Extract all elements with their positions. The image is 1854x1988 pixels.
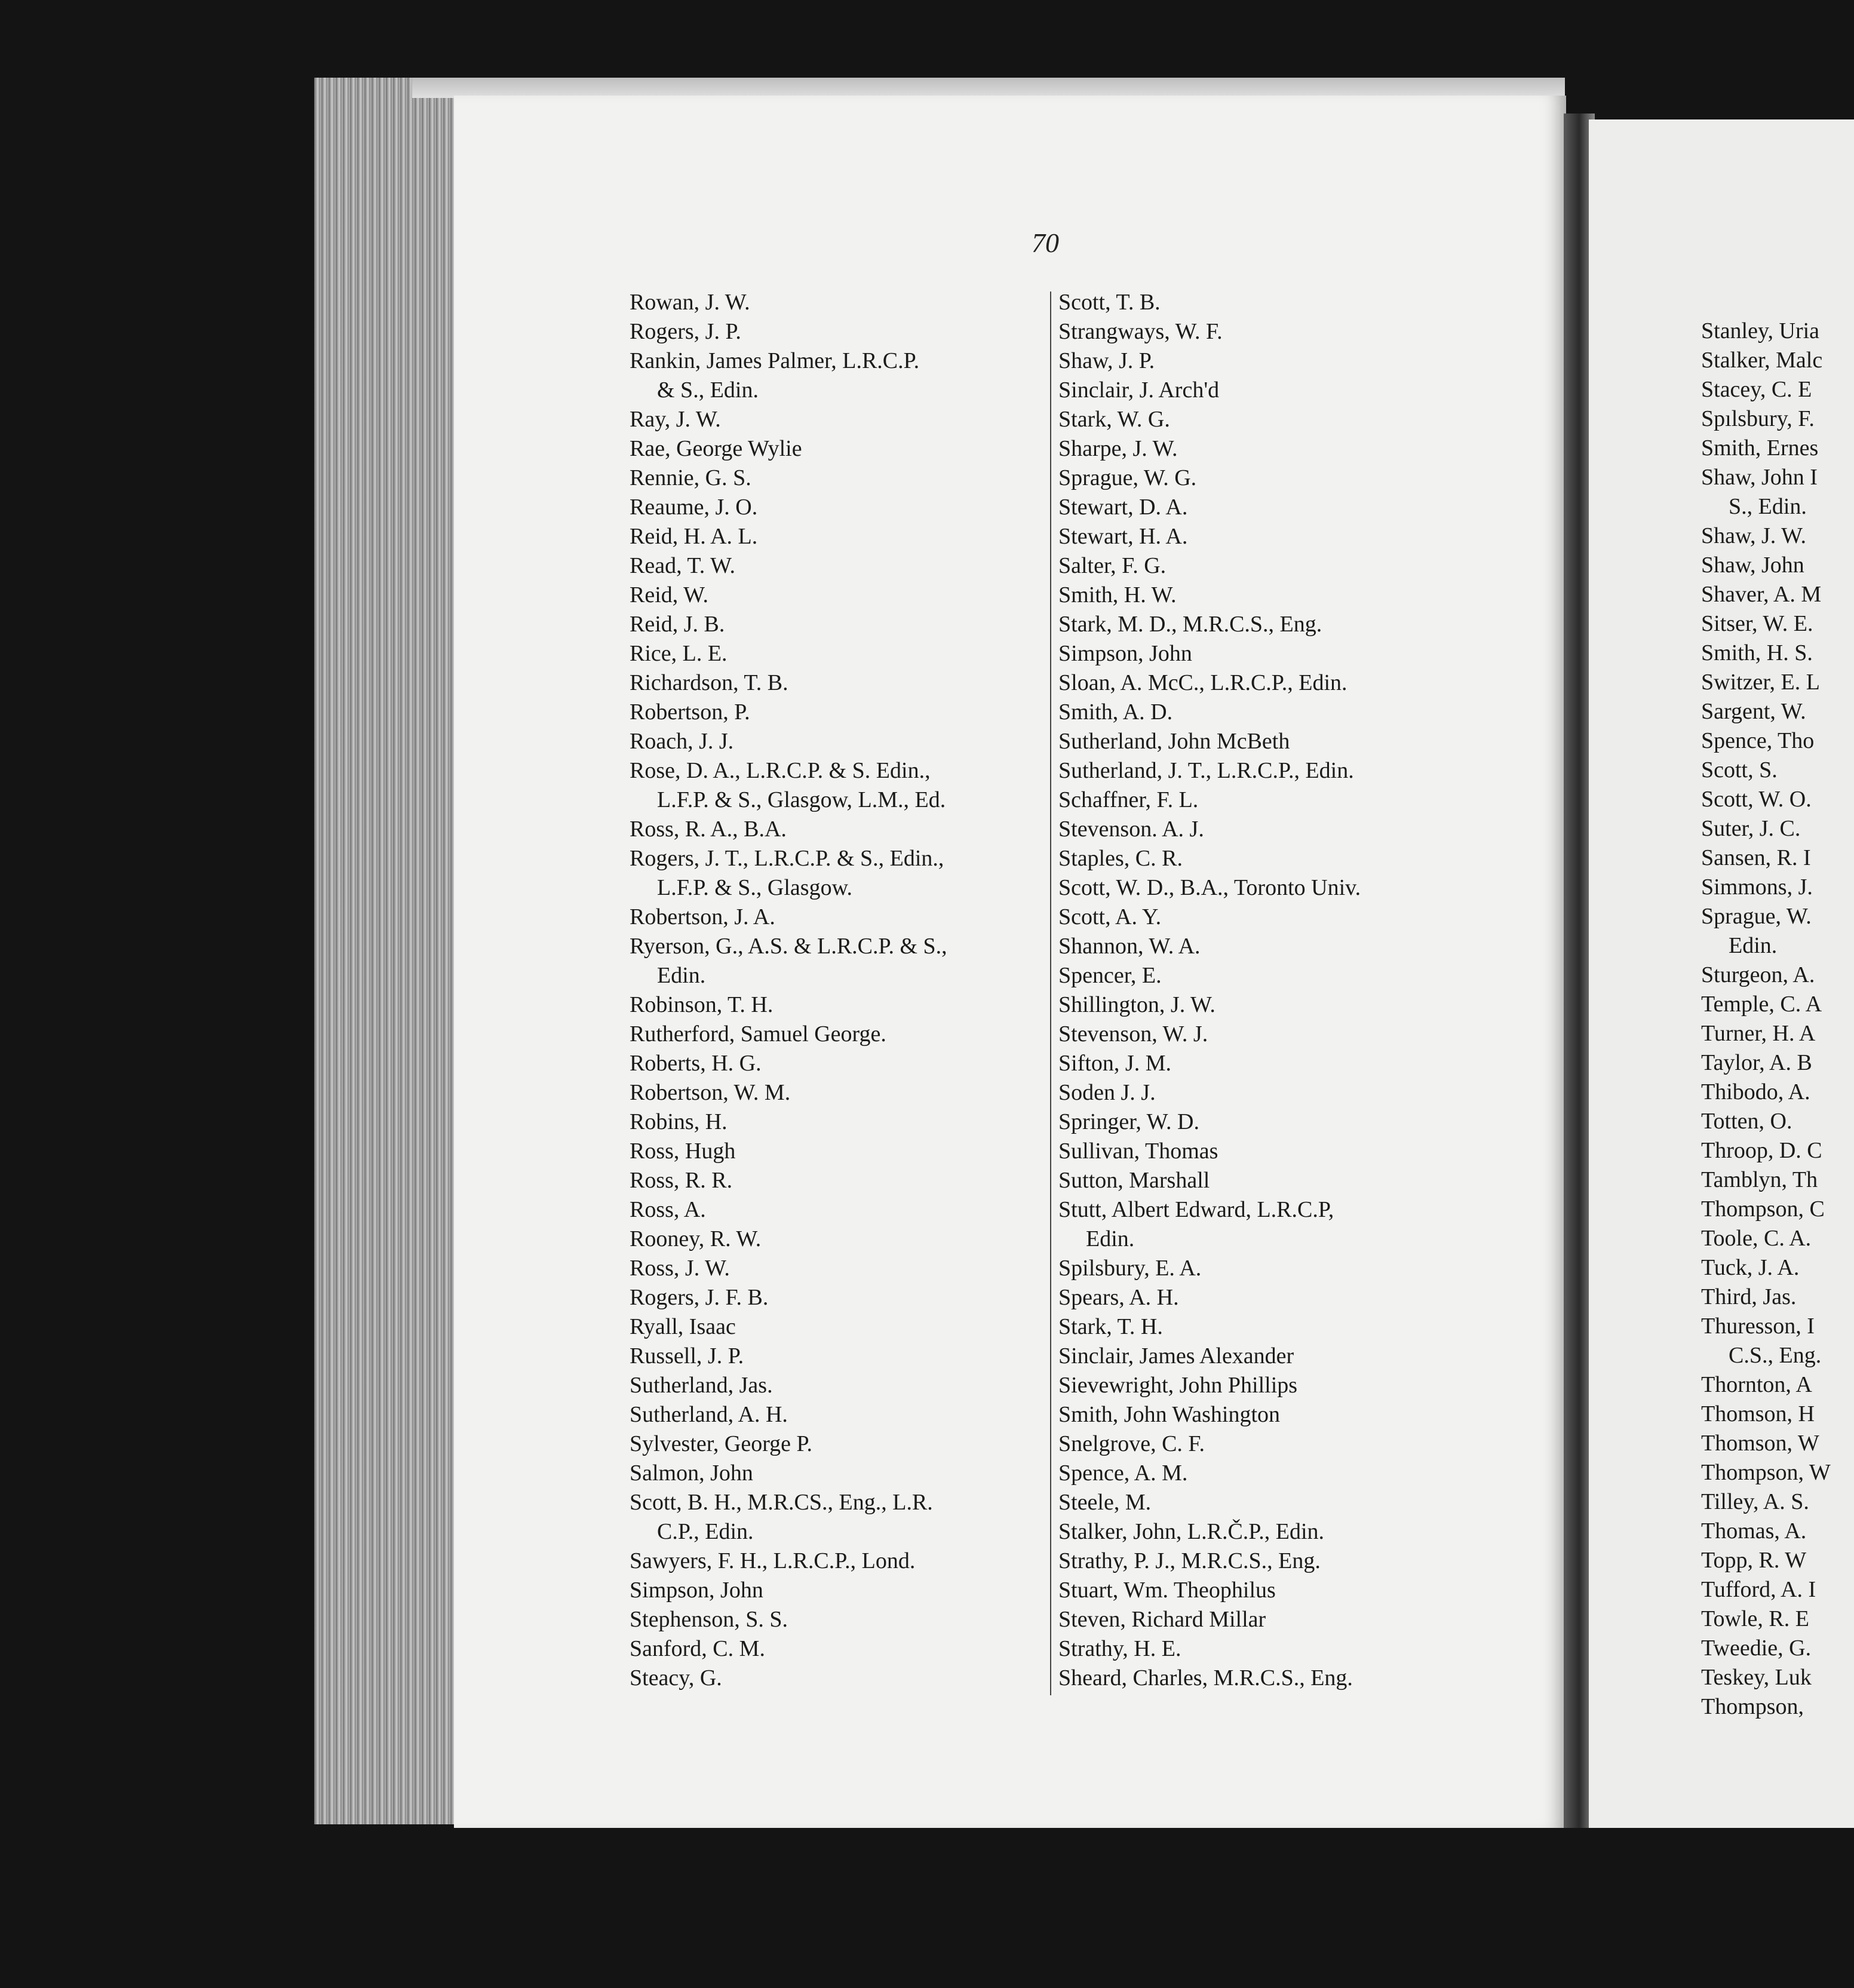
- entry-name: Ross, R. R.: [630, 1168, 733, 1193]
- directory-entry: [630, 1049, 1048, 1078]
- entry-name: Shillington, J. W.: [1058, 992, 1215, 1017]
- entry-name: Toole, C. A.: [1701, 1226, 1812, 1251]
- entry-name: Robertson, J. A.: [630, 904, 775, 929]
- entry-name: Ross, A.: [630, 1197, 706, 1222]
- directory-entry: [630, 727, 1048, 756]
- entry-name: Sutherland, Jas.: [630, 1373, 773, 1398]
- directory-entry: [630, 522, 1048, 551]
- directory-entry: [1058, 551, 1512, 581]
- directory-entry: [630, 698, 1048, 727]
- name-column-middle: [1058, 288, 1512, 1693]
- entry-name: Spilsbury, E. A.: [1058, 1256, 1202, 1281]
- directory-entry: [1701, 1078, 1854, 1107]
- directory-entry: [630, 815, 1048, 844]
- entry-name: Sutton, Marshall: [1058, 1168, 1210, 1193]
- entry-name: Simmons, J.: [1701, 875, 1813, 900]
- entry-name: Smith, H. W.: [1058, 582, 1177, 608]
- directory-entry: [1701, 1429, 1854, 1458]
- entry-name: Rogers, J. F. B.: [630, 1285, 769, 1310]
- directory-entry: [1701, 814, 1854, 843]
- directory-entry: [630, 1576, 1048, 1605]
- directory-entry: [630, 551, 1048, 581]
- entry-name: Spence, A. M.: [1058, 1461, 1188, 1486]
- entry-name: Throop, D. C: [1701, 1138, 1822, 1163]
- entry-name: Sutherland, John McBeth: [1058, 729, 1290, 754]
- entry-name: Sawyers, F. H., L.R.C.P., Lond.: [630, 1548, 916, 1573]
- directory-entry: [630, 610, 1048, 639]
- directory-entry: [1058, 844, 1512, 873]
- entry-name: Scott, T. B.: [1058, 290, 1161, 315]
- directory-entry: [630, 639, 1048, 668]
- entry-name: Smith, H. S.: [1701, 640, 1813, 665]
- directory-entry: [1701, 521, 1854, 551]
- directory-entry: [1058, 376, 1512, 405]
- directory-entry: [1058, 610, 1512, 639]
- directory-entry: [1701, 1517, 1854, 1546]
- directory-entry: [1058, 1664, 1512, 1693]
- directory-entry: [1058, 756, 1512, 786]
- directory-entry: [1058, 903, 1512, 932]
- directory-entry: [1701, 1487, 1854, 1517]
- directory-entry: [630, 1605, 1048, 1634]
- directory-entry: [1058, 1020, 1512, 1049]
- directory-entry: [630, 1634, 1048, 1664]
- entry-name: Shaw, J. W.: [1701, 523, 1806, 548]
- directory-entry: [1058, 581, 1512, 610]
- entry-name: Ryerson, G., A.S. & L.R.C.P. & S.,: [630, 934, 947, 959]
- directory-entry: [1058, 639, 1512, 668]
- directory-entry: [1701, 1136, 1854, 1165]
- directory-entry: [1701, 785, 1854, 814]
- entry-name: Simpson, John: [1058, 641, 1192, 666]
- entry-name: Stuart, Wm. Theophilus: [1058, 1578, 1276, 1603]
- directory-entry: [1701, 1283, 1854, 1312]
- directory-entry: [1701, 1663, 1854, 1692]
- entry-name: Scott, B. H., M.R.CS., Eng., L.R.: [630, 1490, 933, 1515]
- directory-entry: [630, 932, 1048, 990]
- directory-entry: [630, 1195, 1048, 1225]
- directory-entry: [1058, 1312, 1512, 1342]
- directory-entry: [1701, 1634, 1854, 1663]
- entry-name: Rogers, J. P.: [630, 319, 741, 344]
- directory-entry: [630, 1459, 1048, 1488]
- directory-entry: [1701, 551, 1854, 580]
- entry-name: Rankin, James Palmer, L.R.C.P.: [630, 348, 920, 373]
- entry-name: Sitser, W. E.: [1701, 611, 1813, 636]
- entry-name: Sturgeon, A.: [1701, 962, 1815, 987]
- directory-entry: [1058, 815, 1512, 844]
- entry-continuation: Edin.: [657, 963, 706, 988]
- entry-name: Stutt, Albert Edward, L.R.C.P,: [1058, 1197, 1334, 1222]
- entry-name: Scott, W. D., B.A., Toronto Univ.: [1058, 875, 1361, 900]
- entry-name: Sloan, A. McC., L.R.C.P., Edin.: [1058, 670, 1347, 695]
- directory-entry: [1058, 1605, 1512, 1634]
- directory-entry: [1701, 697, 1854, 726]
- directory-entry: [1058, 434, 1512, 464]
- entry-name: Sutherland, A. H.: [630, 1402, 788, 1427]
- entry-name: Read, T. W.: [630, 553, 735, 578]
- entry-name: Stacey, C. E: [1701, 377, 1812, 402]
- directory-entry: [1701, 609, 1854, 639]
- entry-name: Topp, R. W: [1701, 1548, 1807, 1573]
- entry-name: Taylor, A. B: [1701, 1050, 1812, 1075]
- directory-entry: [1701, 434, 1854, 463]
- directory-entry: [630, 1371, 1048, 1400]
- directory-entry: [1701, 990, 1854, 1019]
- entry-name: Ross, R. A., B.A.: [630, 817, 787, 842]
- entry-name: Ray, J. W.: [630, 407, 721, 432]
- entry-name: Scott, W. O.: [1701, 787, 1812, 812]
- entry-name: Thompson, W: [1701, 1460, 1831, 1485]
- directory-entry: [630, 668, 1048, 698]
- entry-name: Robertson, W. M.: [630, 1080, 791, 1105]
- directory-entry: [630, 1664, 1048, 1693]
- entry-name: Stephenson, S. S.: [630, 1607, 788, 1632]
- entry-name: Roberts, H. G.: [630, 1051, 762, 1076]
- directory-entry: [630, 1225, 1048, 1254]
- entry-name: Sprague, W. G.: [1058, 465, 1197, 490]
- directory-entry: [1058, 873, 1512, 903]
- page-stack-edge: [314, 78, 475, 1824]
- right-page-clip: [1589, 0, 1854, 1988]
- entry-name: Smith, A. D.: [1058, 700, 1173, 725]
- entry-continuation: & S., Edin.: [657, 378, 759, 403]
- entry-name: Stalker, Malc: [1701, 348, 1823, 373]
- directory-entry: [1701, 1546, 1854, 1575]
- entry-name: Thomas, A.: [1701, 1518, 1807, 1544]
- directory-entry: [1701, 1048, 1854, 1078]
- entry-name: Thuresson, I: [1701, 1314, 1815, 1339]
- directory-entry: [630, 1254, 1048, 1283]
- directory-entry: [1701, 1253, 1854, 1283]
- entry-name: Rooney, R. W.: [630, 1226, 762, 1251]
- directory-entry: [630, 493, 1048, 522]
- directory-entry: [1058, 317, 1512, 346]
- entry-name: Scott, S.: [1701, 757, 1778, 783]
- entry-continuation: C.S., Eng.: [1729, 1343, 1822, 1368]
- directory-entry: [1701, 404, 1854, 434]
- entry-name: Sargent, W.: [1701, 699, 1806, 724]
- entry-name: Soden J. J.: [1058, 1080, 1156, 1105]
- entry-name: Sutherland, J. T., L.R.C.P., Edin.: [1058, 758, 1354, 783]
- entry-name: Springer, W. D.: [1058, 1109, 1199, 1134]
- entry-name: Sinclair, James Alexander: [1058, 1343, 1294, 1369]
- directory-entry: [1701, 1165, 1854, 1195]
- directory-entry: [630, 288, 1048, 317]
- directory-entry: [1701, 1400, 1854, 1429]
- directory-entry: [1701, 726, 1854, 756]
- name-column-right: [1701, 317, 1854, 1722]
- directory-entry: [1701, 1107, 1854, 1136]
- directory-entry: [1058, 1576, 1512, 1605]
- directory-entry: [1058, 961, 1512, 990]
- entry-name: Snelgrove, C. F.: [1058, 1431, 1205, 1456]
- entry-name: Thompson,: [1701, 1694, 1804, 1719]
- entry-name: Sievewright, John Phillips: [1058, 1373, 1298, 1398]
- entry-name: Simpson, John: [630, 1578, 763, 1603]
- directory-entry: [1058, 1166, 1512, 1195]
- entry-name: Salter, F. G.: [1058, 553, 1167, 578]
- directory-entry: [1701, 668, 1854, 697]
- directory-entry: [630, 1107, 1048, 1137]
- directory-entry: [1701, 1019, 1854, 1048]
- entry-name: Sprague, W.: [1701, 904, 1812, 929]
- directory-entry: [1701, 873, 1854, 902]
- entry-name: Sifton, J. M.: [1058, 1051, 1171, 1076]
- directory-entry: [1058, 1283, 1512, 1312]
- entry-name: Tamblyn, Th: [1701, 1167, 1818, 1192]
- directory-entry: [1058, 346, 1512, 376]
- entry-name: Tweedie, G.: [1701, 1636, 1812, 1661]
- directory-entry: [1701, 1312, 1854, 1370]
- directory-entry: [630, 405, 1048, 434]
- entry-name: Reaume, J. O.: [630, 495, 758, 520]
- page-number: 70: [1032, 228, 1059, 258]
- directory-entry: [1701, 756, 1854, 785]
- directory-entry: [1701, 961, 1854, 990]
- column-divider: [1050, 292, 1051, 1695]
- directory-entry: [630, 317, 1048, 346]
- directory-entry: [1058, 1342, 1512, 1371]
- directory-entry: [1701, 639, 1854, 668]
- entry-name: Rennie, G. S.: [630, 465, 751, 490]
- directory-entry: [1701, 375, 1854, 404]
- entry-name: Shaw, J. P.: [1058, 348, 1155, 373]
- entry-continuation: C.P., Edin.: [657, 1519, 754, 1544]
- entry-name: Russell, J. P.: [630, 1343, 744, 1369]
- entry-name: Suter, J. C.: [1701, 816, 1801, 841]
- directory-entry: [630, 1078, 1048, 1107]
- directory-entry: [630, 990, 1048, 1020]
- entry-name: Reid, W.: [630, 582, 708, 608]
- entry-name: Sheard, Charles, M.R.C.S., Eng.: [1058, 1665, 1353, 1691]
- directory-entry: [630, 434, 1048, 464]
- directory-entry: [630, 581, 1048, 610]
- entry-name: Salmon, John: [630, 1461, 753, 1486]
- entry-name: Sanford, C. M.: [630, 1636, 765, 1661]
- entry-name: Sullivan, Thomas: [1058, 1139, 1218, 1164]
- entry-name: Stark, M. D., M.R.C.S., Eng.: [1058, 612, 1322, 637]
- entry-name: Richardson, T. B.: [630, 670, 788, 695]
- directory-entry: [1058, 698, 1512, 727]
- entry-name: Strangways, W. F.: [1058, 319, 1223, 344]
- entry-name: Reid, H. A. L.: [630, 524, 758, 549]
- entry-name: Steele, M.: [1058, 1490, 1152, 1515]
- directory-entry: [630, 1547, 1048, 1576]
- entry-name: Stark, W. G.: [1058, 407, 1170, 432]
- entry-name: Shannon, W. A.: [1058, 934, 1201, 959]
- entry-name: Rowan, J. W.: [630, 290, 750, 315]
- entry-continuation: Edin.: [1086, 1226, 1135, 1251]
- entry-name: Stark, T. H.: [1058, 1314, 1163, 1339]
- directory-entry: [630, 1400, 1048, 1429]
- directory-entry: [630, 756, 1048, 815]
- directory-entry: [630, 1020, 1048, 1049]
- entry-name: Tilley, A. S.: [1701, 1489, 1809, 1514]
- directory-entry: [630, 1312, 1048, 1342]
- entry-name: Scott, A. Y.: [1058, 904, 1162, 929]
- directory-entry: [1701, 1692, 1854, 1722]
- directory-entry: [1701, 1195, 1854, 1224]
- directory-entry: [630, 903, 1048, 932]
- directory-entry: [1701, 463, 1854, 521]
- entry-name: Shaw, John: [1701, 553, 1804, 578]
- entry-name: Staples, C. R.: [1058, 846, 1183, 871]
- entry-name: Spears, A. H.: [1058, 1285, 1179, 1310]
- directory-entry: [1058, 1547, 1512, 1576]
- directory-entry: [1058, 1517, 1512, 1547]
- entry-name: Thompson, C: [1701, 1197, 1825, 1222]
- directory-entry: [1701, 580, 1854, 609]
- directory-entry: [630, 464, 1048, 493]
- entry-name: Reid, J. B.: [630, 612, 725, 637]
- directory-entry: [1058, 1459, 1512, 1488]
- entry-name: Turner, H. A: [1701, 1021, 1816, 1046]
- directory-entry: [1058, 786, 1512, 815]
- directory-entry: [630, 1283, 1048, 1312]
- directory-entry: [1058, 668, 1512, 698]
- entry-name: Smith, John Washington: [1058, 1402, 1281, 1427]
- directory-entry: [1058, 727, 1512, 756]
- entry-name: Tuck, J. A.: [1701, 1255, 1800, 1280]
- entry-name: Temple, C. A: [1701, 992, 1822, 1017]
- entry-name: Ross, J. W.: [630, 1256, 730, 1281]
- entry-name: Switzer, E. L: [1701, 670, 1820, 695]
- entry-name: Robins, H.: [630, 1109, 728, 1134]
- directory-entry: [1058, 1254, 1512, 1283]
- directory-entry: [630, 844, 1048, 903]
- entry-name: Ryall, Isaac: [630, 1314, 736, 1339]
- entry-name: Steacy, G.: [630, 1665, 722, 1691]
- entry-name: Robinson, T. H.: [630, 992, 773, 1017]
- directory-entry: [1701, 1604, 1854, 1634]
- directory-entry: [1058, 1488, 1512, 1517]
- entry-continuation: L.F.P. & S., Glasgow.: [657, 875, 853, 900]
- entry-name: Thornton, A: [1701, 1372, 1812, 1397]
- directory-entry: [1058, 1429, 1512, 1459]
- entry-continuation: Edin.: [1729, 933, 1778, 958]
- entry-name: Strathy, P. J., M.R.C.S., Eng.: [1058, 1548, 1321, 1573]
- directory-entry: [630, 1166, 1048, 1195]
- entry-name: Stevenson. A. J.: [1058, 817, 1204, 842]
- entry-name: Teskey, Luk: [1701, 1665, 1812, 1690]
- entry-name: Robertson, P.: [630, 700, 750, 725]
- directory-entry: [1701, 843, 1854, 873]
- directory-entry: [1058, 1049, 1512, 1078]
- entry-name: Strathy, H. E.: [1058, 1636, 1181, 1661]
- entry-name: Steven, Richard Millar: [1058, 1607, 1266, 1632]
- directory-entry: [1701, 317, 1854, 346]
- directory-entry: [1701, 1575, 1854, 1604]
- entry-name: Rutherford, Samuel George.: [630, 1021, 886, 1047]
- entry-name: Stevenson, W. J.: [1058, 1021, 1208, 1047]
- directory-entry: [1058, 288, 1512, 317]
- entry-name: Towle, R. E: [1701, 1606, 1809, 1631]
- entry-name: Rogers, J. T., L.R.C.P. & S., Edin.,: [630, 846, 944, 871]
- entry-name: Totten, O.: [1701, 1109, 1792, 1134]
- entry-continuation: L.F.P. & S., Glasgow, L.M., Ed.: [657, 787, 946, 812]
- directory-entry: [1701, 346, 1854, 375]
- directory-entry: [630, 1488, 1048, 1547]
- entry-name: Thomson, W: [1701, 1431, 1819, 1456]
- entry-name: Schaffner, F. L.: [1058, 787, 1199, 812]
- entry-name: Shaver, A. M: [1701, 582, 1822, 607]
- entry-name: Spence, Tho: [1701, 728, 1815, 753]
- entry-name: Roach, J. J.: [630, 729, 734, 754]
- entry-continuation: S., Edin.: [1729, 494, 1807, 519]
- entry-name: Shaw, John I: [1701, 465, 1818, 490]
- entry-name: Ross, Hugh: [630, 1139, 736, 1164]
- directory-entry: [1058, 1634, 1512, 1664]
- directory-entry: [1058, 1078, 1512, 1107]
- entry-name: Stalker, John, L.R.Č.P., Edin.: [1058, 1519, 1324, 1544]
- directory-entry: [630, 1429, 1048, 1459]
- entry-name: Smith, Ernes: [1701, 435, 1819, 461]
- entry-name: Stanley, Uria: [1701, 318, 1820, 343]
- entry-name: Stewart, H. A.: [1058, 524, 1188, 549]
- entry-name: Sinclair, J. Arch'd: [1058, 378, 1220, 403]
- entry-name: Spılsbury, F.: [1701, 406, 1815, 431]
- entry-name: Sylvester, George P.: [630, 1431, 812, 1456]
- entry-name: Rice, L. E.: [630, 641, 728, 666]
- directory-entry: [1701, 902, 1854, 961]
- entry-name: Rose, D. A., L.R.C.P. & S. Edin.,: [630, 758, 931, 783]
- entry-name: Thibodo, A.: [1701, 1079, 1810, 1105]
- entry-name: Sansen, R. I: [1701, 845, 1811, 870]
- directory-entry: [630, 346, 1048, 405]
- directory-entry: [1701, 1370, 1854, 1400]
- directory-entry: [1058, 464, 1512, 493]
- entry-name: Spencer, E.: [1058, 963, 1162, 988]
- directory-entry: [630, 1137, 1048, 1166]
- directory-entry: [1058, 493, 1512, 522]
- entry-name: Third, Jas.: [1701, 1284, 1797, 1309]
- directory-entry: [1058, 990, 1512, 1020]
- entry-name: Tufford, A. I: [1701, 1577, 1816, 1602]
- directory-entry: [1058, 1195, 1512, 1254]
- directory-entry: [1058, 405, 1512, 434]
- directory-entry: [1058, 1400, 1512, 1429]
- directory-entry: [1058, 932, 1512, 961]
- directory-entry: [1701, 1458, 1854, 1487]
- directory-entry: [1058, 1137, 1512, 1166]
- directory-entry: [1701, 1224, 1854, 1253]
- entry-name: Stewart, D. A.: [1058, 495, 1188, 520]
- directory-entry: [1058, 1371, 1512, 1400]
- directory-entry: [1058, 522, 1512, 551]
- entry-name: Rae, George Wylie: [630, 436, 802, 461]
- directory-entry: [1058, 1107, 1512, 1137]
- entry-name: Thomson, H: [1701, 1401, 1815, 1426]
- page-top-edge: [412, 78, 1565, 98]
- directory-entry: [630, 1342, 1048, 1371]
- name-column-left: [630, 288, 1048, 1693]
- entry-name: Sharpe, J. W.: [1058, 436, 1178, 461]
